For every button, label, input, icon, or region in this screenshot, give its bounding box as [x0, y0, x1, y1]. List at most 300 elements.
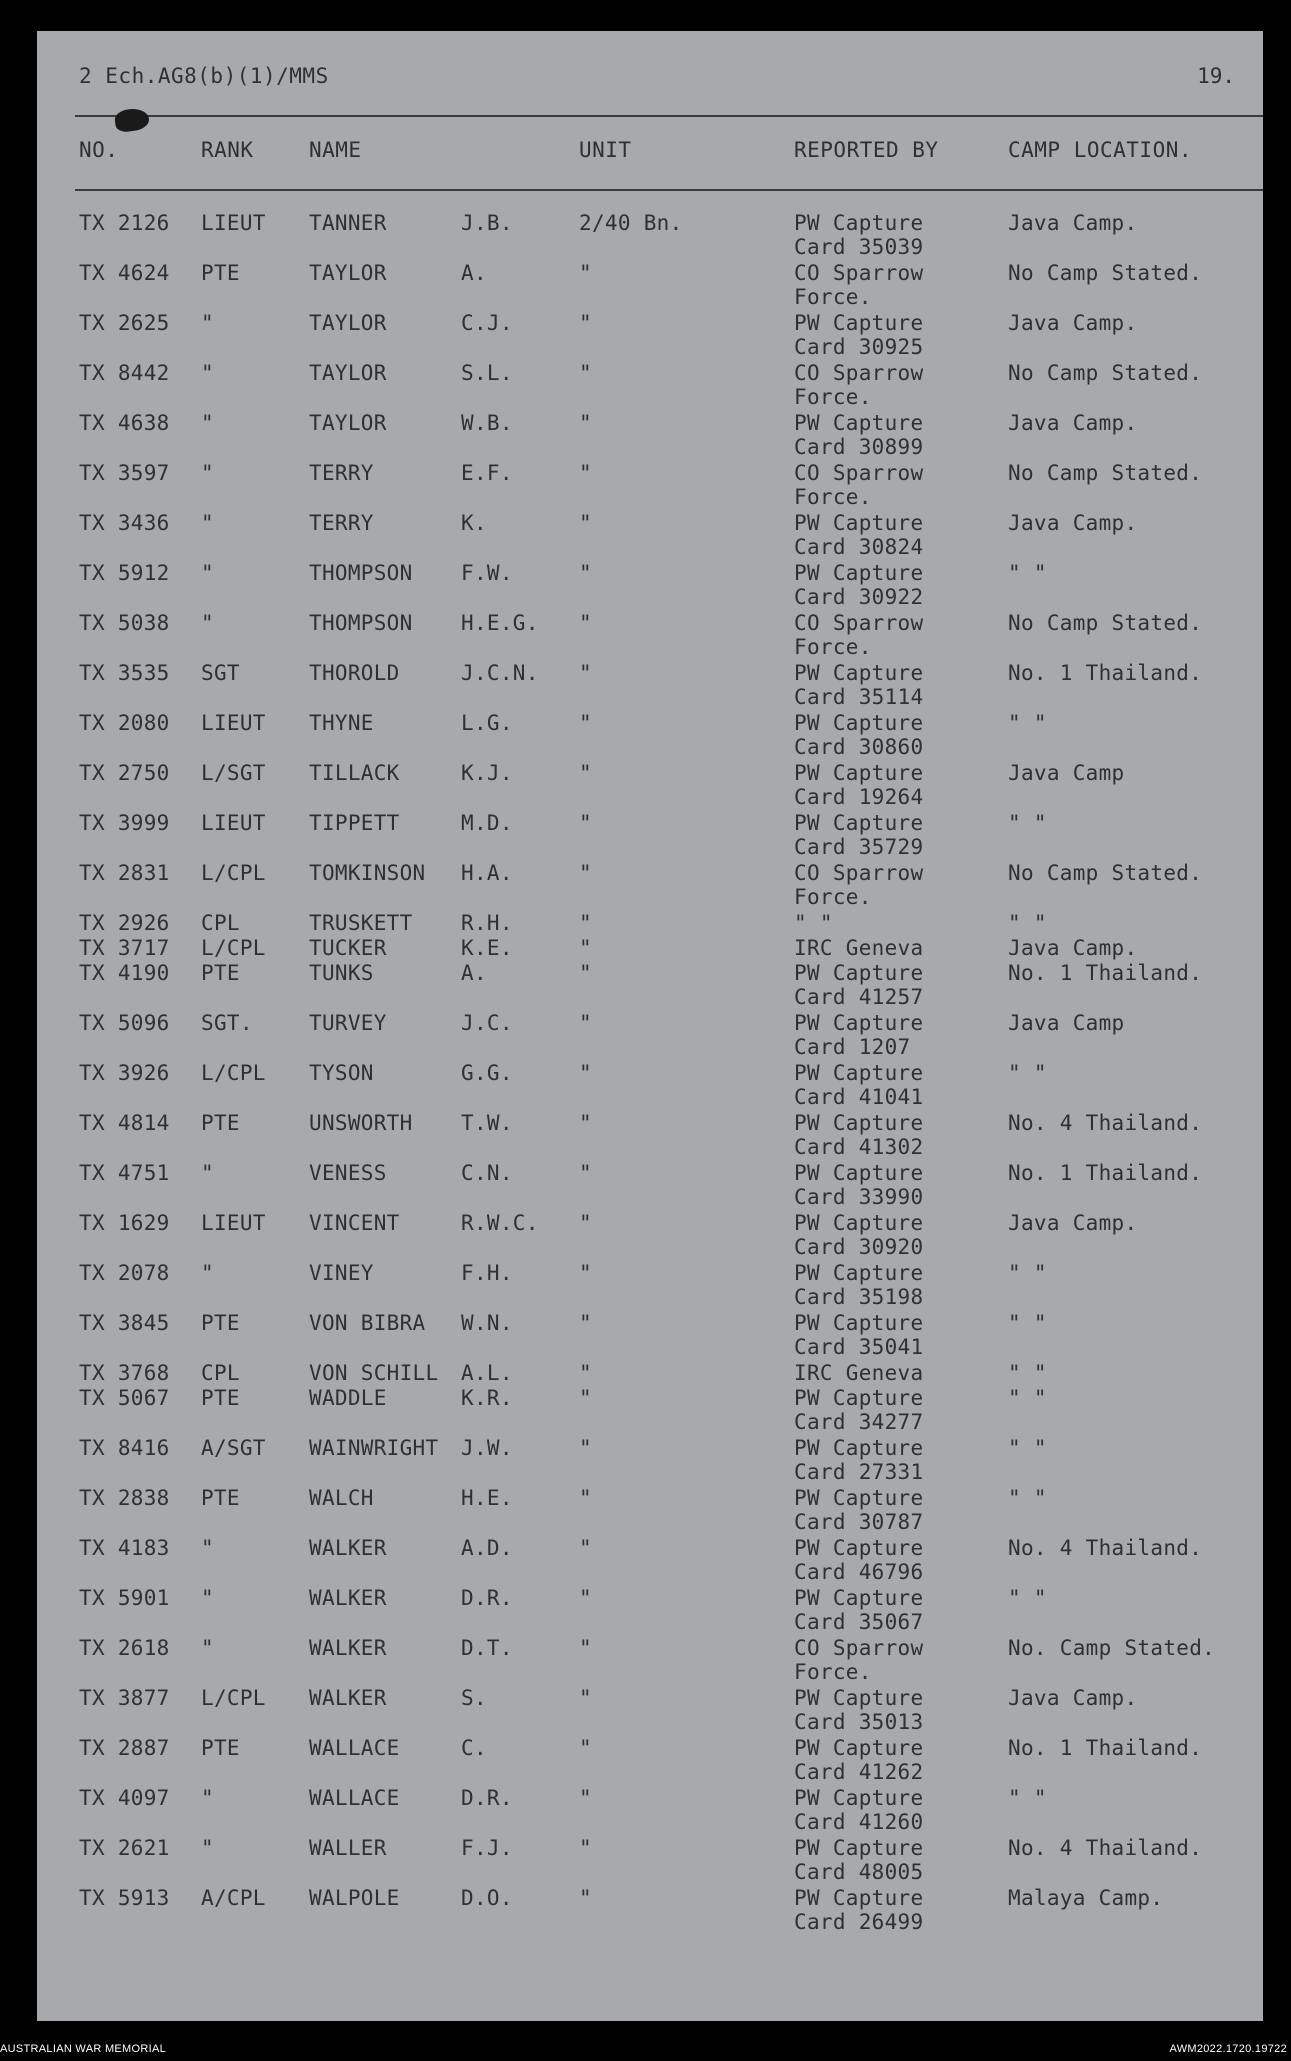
- cell-rank: ": [201, 611, 214, 635]
- table-row: [37, 611, 1263, 659]
- cell-service-number: TX 3926: [79, 1061, 170, 1085]
- cell-reported-by: PW Capture: [794, 761, 924, 785]
- cell-unit: ": [579, 1261, 592, 1285]
- cell-rank: ": [201, 361, 214, 385]
- cell-rank: L/SGT: [201, 761, 266, 785]
- cell-unit: ": [579, 1111, 592, 1135]
- column-header-reported-by: REPORTED BY: [794, 138, 939, 162]
- cell-surname: UNSWORTH: [309, 1111, 413, 1135]
- table-row: [37, 1161, 1263, 1209]
- table-row: [37, 1486, 1263, 1534]
- cell-reported-by: PW Capture: [794, 811, 924, 835]
- cell-rank: LIEUT: [201, 711, 266, 735]
- cell-surname: VON BIBRA: [309, 1311, 426, 1335]
- table-row: [37, 1736, 1263, 1784]
- cell-unit: ": [579, 1786, 592, 1810]
- table-row: [37, 1061, 1263, 1109]
- cell-initials: J.W.: [461, 1436, 513, 1460]
- cell-initials: S.: [461, 1686, 487, 1710]
- cell-camp-location: No. 4 Thailand.: [1008, 1836, 1203, 1860]
- cell-rank: PTE: [201, 1311, 240, 1335]
- table-row: [37, 361, 1263, 409]
- cell-surname: WALKER: [309, 1536, 387, 1560]
- cell-camp-location: " ": [1008, 561, 1047, 585]
- table-row: [37, 1886, 1263, 1934]
- cell-unit: ": [579, 1536, 592, 1560]
- cell-reported-by-detail: Card 35729: [794, 835, 924, 859]
- cell-initials: F.W.: [461, 561, 513, 585]
- cell-surname: TANNER: [309, 211, 387, 235]
- table-row: [37, 261, 1263, 309]
- cell-surname: WALLACE: [309, 1736, 400, 1760]
- cell-initials: A.L.: [461, 1361, 513, 1385]
- cell-reported-by: PW Capture: [794, 1436, 924, 1460]
- cell-surname: VON SCHILL: [309, 1361, 439, 1385]
- cell-service-number: TX 4190: [79, 961, 170, 985]
- cell-service-number: TX 4638: [79, 411, 170, 435]
- table-row: [37, 1211, 1263, 1259]
- cell-surname: VINCENT: [309, 1211, 400, 1235]
- cell-rank: LIEUT: [201, 1211, 266, 1235]
- cell-unit: ": [579, 1586, 592, 1610]
- cell-surname: WALKER: [309, 1636, 387, 1660]
- table-row: [37, 1786, 1263, 1834]
- cell-camp-location: " ": [1008, 811, 1047, 835]
- cell-initials: K.: [461, 511, 487, 535]
- cell-surname: THOMPSON: [309, 561, 413, 585]
- cell-service-number: TX 2126: [79, 211, 170, 235]
- cell-surname: WAINWRIGHT: [309, 1436, 439, 1460]
- cell-camp-location: No. 1 Thailand.: [1008, 1736, 1203, 1760]
- cell-rank: ": [201, 411, 214, 435]
- cell-unit: ": [579, 1436, 592, 1460]
- cell-initials: W.N.: [461, 1311, 513, 1335]
- cell-reported-by-detail: Card 46796: [794, 1560, 924, 1584]
- cell-unit: ": [579, 461, 592, 485]
- cell-initials: A.: [461, 261, 487, 285]
- table-row: [37, 1536, 1263, 1584]
- cell-camp-location: Java Camp.: [1008, 1211, 1138, 1235]
- cell-camp-location: No Camp Stated.: [1008, 611, 1203, 635]
- cell-surname: WADDLE: [309, 1386, 387, 1410]
- column-header-rank: RANK: [201, 138, 254, 162]
- cell-unit: ": [579, 911, 592, 935]
- cell-service-number: TX 5901: [79, 1586, 170, 1610]
- cell-reported-by-detail: Card 35041: [794, 1335, 924, 1359]
- cell-rank: LIEUT: [201, 211, 266, 235]
- cell-initials: H.E.: [461, 1486, 513, 1510]
- cell-surname: TIPPETT: [309, 811, 400, 835]
- cell-unit: 2/40 Bn.: [579, 211, 683, 235]
- cell-reported-by: PW Capture: [794, 1886, 924, 1910]
- cell-initials: A.: [461, 961, 487, 985]
- cell-service-number: TX 2078: [79, 1261, 170, 1285]
- cell-unit: ": [579, 711, 592, 735]
- document-page: [37, 31, 1263, 2021]
- cell-camp-location: Java Camp.: [1008, 511, 1138, 535]
- header-rule-bottom: [75, 189, 1263, 191]
- cell-surname: TERRY: [309, 511, 374, 535]
- cell-reported-by-detail: Card 35198: [794, 1285, 924, 1309]
- cell-camp-location: No Camp Stated.: [1008, 261, 1203, 285]
- cell-initials: F.J.: [461, 1836, 513, 1860]
- table-row: [37, 561, 1263, 609]
- cell-reported-by-detail: Card 35039: [794, 235, 924, 259]
- cell-reported-by-detail: Card 30925: [794, 335, 924, 359]
- cell-unit: ": [579, 1836, 592, 1860]
- cell-camp-location: " ": [1008, 1311, 1047, 1335]
- cell-initials: K.E.: [461, 936, 513, 960]
- cell-service-number: TX 3999: [79, 811, 170, 835]
- cell-reported-by: PW Capture: [794, 1736, 924, 1760]
- cell-surname: TAYLOR: [309, 361, 387, 385]
- cell-service-number: TX 2926: [79, 911, 170, 935]
- table-row: [37, 511, 1263, 559]
- cell-unit: ": [579, 561, 592, 585]
- cell-service-number: TX 3845: [79, 1311, 170, 1335]
- cell-surname: TUCKER: [309, 936, 387, 960]
- cell-service-number: TX 5038: [79, 611, 170, 635]
- cell-reported-by-detail: Force.: [794, 385, 872, 409]
- cell-surname: VINEY: [309, 1261, 374, 1285]
- cell-rank: ": [201, 1261, 214, 1285]
- cell-unit: ": [579, 1011, 592, 1035]
- cell-reported-by-detail: Card 35114: [794, 685, 924, 709]
- cell-rank: PTE: [201, 261, 240, 285]
- document-reference: 2 Ech.AG8(b)(1)/MMS: [79, 64, 329, 88]
- footer-credit: AUSTRALIAN WAR MEMORIAL: [0, 2043, 167, 2055]
- cell-unit: ": [579, 1636, 592, 1660]
- cell-rank: ": [201, 561, 214, 585]
- cell-camp-location: No. 1 Thailand.: [1008, 661, 1203, 685]
- cell-reported-by-detail: Card 30899: [794, 435, 924, 459]
- cell-reported-by: PW Capture: [794, 1536, 924, 1560]
- table-row: [37, 461, 1263, 509]
- cell-surname: WALLER: [309, 1836, 387, 1860]
- cell-rank: ": [201, 1586, 214, 1610]
- cell-initials: D.R.: [461, 1786, 513, 1810]
- cell-rank: SGT.: [201, 1011, 253, 1035]
- cell-service-number: TX 2625: [79, 311, 170, 335]
- cell-service-number: TX 8442: [79, 361, 170, 385]
- cell-surname: TERRY: [309, 461, 374, 485]
- cell-reported-by-detail: Card 30860: [794, 735, 924, 759]
- cell-initials: C.: [461, 1736, 487, 1760]
- cell-rank: PTE: [201, 1111, 240, 1135]
- cell-unit: ": [579, 811, 592, 835]
- cell-reported-by: PW Capture: [794, 561, 924, 585]
- cell-surname: TURVEY: [309, 1011, 387, 1035]
- table-row: [37, 1686, 1263, 1734]
- cell-surname: TRUSKETT: [309, 911, 413, 935]
- cell-rank: PTE: [201, 961, 240, 985]
- table-row: [37, 1436, 1263, 1484]
- cell-reported-by: PW Capture: [794, 1211, 924, 1235]
- cell-initials: J.B.: [461, 211, 513, 235]
- cell-service-number: TX 4814: [79, 1111, 170, 1135]
- cell-rank: SGT: [201, 661, 240, 685]
- cell-camp-location: Java Camp: [1008, 761, 1125, 785]
- cell-service-number: TX 5913: [79, 1886, 170, 1910]
- cell-unit: ": [579, 1486, 592, 1510]
- cell-reported-by: PW Capture: [794, 311, 924, 335]
- cell-reported-by-detail: Card 33990: [794, 1185, 924, 1209]
- cell-initials: G.G.: [461, 1061, 513, 1085]
- cell-surname: THOMPSON: [309, 611, 413, 635]
- cell-unit: ": [579, 1061, 592, 1085]
- cell-reported-by-detail: Force.: [794, 885, 872, 909]
- cell-surname: TAYLOR: [309, 261, 387, 285]
- cell-camp-location: No. 4 Thailand.: [1008, 1111, 1203, 1135]
- cell-unit: ": [579, 1386, 592, 1410]
- cell-rank: L/CPL: [201, 1686, 266, 1710]
- column-header-no: NO.: [79, 138, 119, 162]
- cell-service-number: TX 2621: [79, 1836, 170, 1860]
- cell-reported-by: PW Capture: [794, 1486, 924, 1510]
- cell-rank: ": [201, 1636, 214, 1660]
- cell-initials: A.D.: [461, 1536, 513, 1560]
- column-header-camp-location: CAMP LOCATION.: [1008, 138, 1193, 162]
- cell-service-number: TX 5912: [79, 561, 170, 585]
- cell-camp-location: " ": [1008, 1486, 1047, 1510]
- cell-reported-by: PW Capture: [794, 1686, 924, 1710]
- cell-rank: ": [201, 1786, 214, 1810]
- cell-unit: ": [579, 936, 592, 960]
- cell-initials: C.J.: [461, 311, 513, 335]
- cell-service-number: TX 2750: [79, 761, 170, 785]
- cell-unit: ": [579, 311, 592, 335]
- cell-unit: ": [579, 1311, 592, 1335]
- cell-camp-location: No Camp Stated.: [1008, 861, 1203, 885]
- cell-camp-location: " ": [1008, 1786, 1047, 1810]
- cell-camp-location: Java Camp.: [1008, 1686, 1138, 1710]
- cell-reported-by: PW Capture: [794, 1061, 924, 1085]
- cell-reported-by: PW Capture: [794, 661, 924, 685]
- cell-service-number: TX 5096: [79, 1011, 170, 1035]
- cell-reported-by: PW Capture: [794, 411, 924, 435]
- cell-initials: K.J.: [461, 761, 513, 785]
- cell-reported-by: PW Capture: [794, 1836, 924, 1860]
- cell-reported-by-detail: Card 1207: [794, 1035, 911, 1059]
- cell-reported-by-detail: Card 35013: [794, 1710, 924, 1734]
- table-row: [37, 1311, 1263, 1359]
- cell-service-number: TX 4624: [79, 261, 170, 285]
- cell-rank: ": [201, 311, 214, 335]
- cell-service-number: TX 2080: [79, 711, 170, 735]
- cell-service-number: TX 8416: [79, 1436, 170, 1460]
- table-row: [37, 861, 1263, 909]
- cell-camp-location: No. 1 Thailand.: [1008, 961, 1203, 985]
- cell-camp-location: " ": [1008, 1586, 1047, 1610]
- cell-initials: H.A.: [461, 861, 513, 885]
- cell-reported-by-detail: Card 41257: [794, 985, 924, 1009]
- cell-reported-by: PW Capture: [794, 1011, 924, 1035]
- cell-service-number: TX 3768: [79, 1361, 170, 1385]
- cell-service-number: TX 4097: [79, 1786, 170, 1810]
- cell-surname: WALCH: [309, 1486, 374, 1510]
- cell-camp-location: " ": [1008, 1361, 1047, 1385]
- table-row: [37, 311, 1263, 359]
- cell-service-number: TX 3436: [79, 511, 170, 535]
- cell-reported-by-detail: Force.: [794, 635, 872, 659]
- cell-reported-by-detail: Card 27331: [794, 1460, 924, 1484]
- cell-service-number: TX 2831: [79, 861, 170, 885]
- cell-initials: E.F.: [461, 461, 513, 485]
- cell-rank: L/CPL: [201, 936, 266, 960]
- cell-camp-location: Java Camp.: [1008, 411, 1138, 435]
- table-row: [37, 1836, 1263, 1884]
- cell-surname: TAYLOR: [309, 311, 387, 335]
- cell-service-number: TX 3717: [79, 936, 170, 960]
- cell-service-number: TX 4183: [79, 1536, 170, 1560]
- cell-unit: ": [579, 411, 592, 435]
- cell-reported-by-detail: Force.: [794, 1660, 872, 1684]
- cell-unit: ": [579, 761, 592, 785]
- cell-reported-by-detail: Force.: [794, 485, 872, 509]
- cell-camp-location: " ": [1008, 1261, 1047, 1285]
- cell-camp-location: " ": [1008, 1061, 1047, 1085]
- cell-camp-location: No Camp Stated.: [1008, 361, 1203, 385]
- table-row: [37, 411, 1263, 459]
- cell-reported-by: PW Capture: [794, 1311, 924, 1335]
- cell-initials: M.D.: [461, 811, 513, 835]
- cell-initials: R.H.: [461, 911, 513, 935]
- cell-rank: PTE: [201, 1486, 240, 1510]
- table-row: [37, 1636, 1263, 1684]
- cell-reported-by: PW Capture: [794, 211, 924, 235]
- cell-surname: TYSON: [309, 1061, 374, 1085]
- table-row: [37, 761, 1263, 809]
- cell-reported-by-detail: Card 26499: [794, 1910, 924, 1934]
- cell-rank: LIEUT: [201, 811, 266, 835]
- cell-initials: L.G.: [461, 711, 513, 735]
- cell-surname: THYNE: [309, 711, 374, 735]
- cell-rank: L/CPL: [201, 1061, 266, 1085]
- cell-initials: J.C.: [461, 1011, 513, 1035]
- cell-initials: R.W.C.: [461, 1211, 539, 1235]
- cell-unit: ": [579, 1211, 592, 1235]
- cell-reported-by: PW Capture: [794, 1111, 924, 1135]
- cell-service-number: TX 3535: [79, 661, 170, 685]
- cell-reported-by: CO Sparrow: [794, 861, 924, 885]
- cell-initials: H.E.G.: [461, 611, 539, 635]
- table-row: [37, 961, 1263, 1009]
- cell-service-number: TX 1629: [79, 1211, 170, 1235]
- cell-unit: ": [579, 511, 592, 535]
- cell-unit: ": [579, 261, 592, 285]
- cell-rank: CPL: [201, 1361, 240, 1385]
- cell-rank: A/SGT: [201, 1436, 266, 1460]
- column-header-unit: UNIT: [579, 138, 632, 162]
- cell-reported-by: PW Capture: [794, 1161, 924, 1185]
- cell-camp-location: Java Camp: [1008, 1011, 1125, 1035]
- table-row: [37, 811, 1263, 859]
- cell-reported-by-detail: Card 19264: [794, 785, 924, 809]
- cell-reported-by: PW Capture: [794, 511, 924, 535]
- cell-camp-location: No. 4 Thailand.: [1008, 1536, 1203, 1560]
- cell-reported-by-detail: Card 34277: [794, 1410, 924, 1434]
- punch-hole-mark: [114, 107, 151, 134]
- cell-reported-by-detail: Card 41260: [794, 1810, 924, 1834]
- cell-reported-by: CO Sparrow: [794, 261, 924, 285]
- cell-camp-location: Java Camp.: [1008, 936, 1138, 960]
- cell-reported-by: CO Sparrow: [794, 611, 924, 635]
- header-rule-top: [75, 115, 1263, 117]
- cell-camp-location: " ": [1008, 1436, 1047, 1460]
- cell-unit: ": [579, 661, 592, 685]
- cell-unit: ": [579, 861, 592, 885]
- column-header-name: NAME: [309, 138, 362, 162]
- cell-initials: F.H.: [461, 1261, 513, 1285]
- table-row: [37, 661, 1263, 709]
- cell-initials: K.R.: [461, 1386, 513, 1410]
- cell-service-number: TX 2618: [79, 1636, 170, 1660]
- cell-surname: WALKER: [309, 1686, 387, 1710]
- cell-rank: ": [201, 1836, 214, 1860]
- cell-surname: THOROLD: [309, 661, 400, 685]
- cell-reported-by: PW Capture: [794, 1786, 924, 1810]
- footer-accession-number: AWM2022.1720.19722: [1169, 2043, 1287, 2055]
- cell-surname: TOMKINSON: [309, 861, 426, 885]
- cell-service-number: TX 3877: [79, 1686, 170, 1710]
- cell-reported-by-detail: Card 30922: [794, 585, 924, 609]
- cell-rank: PTE: [201, 1736, 240, 1760]
- cell-rank: A/CPL: [201, 1886, 266, 1910]
- cell-reported-by: " ": [794, 911, 833, 935]
- cell-reported-by-detail: Card 48005: [794, 1860, 924, 1884]
- page-number: 19.: [1197, 64, 1235, 88]
- cell-reported-by: PW Capture: [794, 1586, 924, 1610]
- cell-unit: ": [579, 611, 592, 635]
- cell-camp-location: Java Camp.: [1008, 311, 1138, 335]
- cell-reported-by-detail: Card 30920: [794, 1235, 924, 1259]
- cell-unit: ": [579, 961, 592, 985]
- cell-initials: T.W.: [461, 1111, 513, 1135]
- cell-service-number: TX 5067: [79, 1386, 170, 1410]
- cell-initials: D.T.: [461, 1636, 513, 1660]
- cell-surname: WALLACE: [309, 1786, 400, 1810]
- cell-reported-by-detail: Card 41302: [794, 1135, 924, 1159]
- cell-initials: D.R.: [461, 1586, 513, 1610]
- cell-unit: ": [579, 1686, 592, 1710]
- cell-surname: TUNKS: [309, 961, 374, 985]
- cell-rank: ": [201, 1536, 214, 1560]
- cell-reported-by-detail: Card 30824: [794, 535, 924, 559]
- cell-rank: ": [201, 511, 214, 535]
- cell-reported-by-detail: Card 35067: [794, 1610, 924, 1634]
- cell-unit: ": [579, 1886, 592, 1910]
- table-row: [37, 211, 1263, 259]
- cell-surname: VENESS: [309, 1161, 387, 1185]
- table-row: [37, 1386, 1263, 1434]
- cell-rank: L/CPL: [201, 861, 266, 885]
- cell-reported-by: CO Sparrow: [794, 361, 924, 385]
- cell-reported-by: CO Sparrow: [794, 461, 924, 485]
- cell-surname: TILLACK: [309, 761, 400, 785]
- cell-surname: WALKER: [309, 1586, 387, 1610]
- table-row: [37, 1111, 1263, 1159]
- cell-initials: D.O.: [461, 1886, 513, 1910]
- cell-unit: ": [579, 1361, 592, 1385]
- cell-camp-location: No Camp Stated.: [1008, 461, 1203, 485]
- cell-camp-location: No. Camp Stated.: [1008, 1636, 1216, 1660]
- cell-surname: TAYLOR: [309, 411, 387, 435]
- cell-unit: ": [579, 1161, 592, 1185]
- cell-initials: S.L.: [461, 361, 513, 385]
- cell-camp-location: " ": [1008, 711, 1047, 735]
- cell-camp-location: " ": [1008, 911, 1047, 935]
- cell-initials: C.N.: [461, 1161, 513, 1185]
